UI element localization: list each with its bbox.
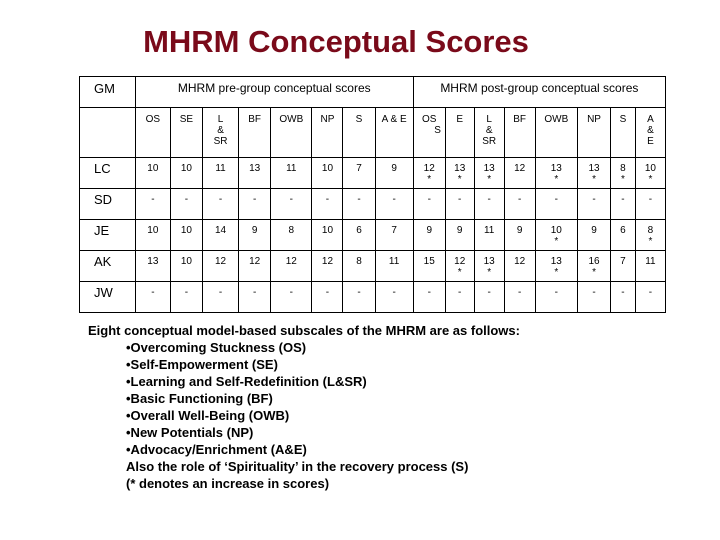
post-score-cell: - [445, 189, 474, 220]
pre-col-header: SE [170, 108, 202, 158]
post-score-cell: 9 [504, 220, 535, 251]
post-score-cell: - [611, 189, 636, 220]
pre-col-header: NP [312, 108, 343, 158]
pre-score-cell: 12 [271, 251, 312, 282]
pre-score-cell: - [135, 189, 170, 220]
pre-score-cell: 12 [239, 251, 271, 282]
post-score-cell: - [535, 189, 577, 220]
subscale-list-item: •Advocacy/Enrichment (A&E) [126, 442, 307, 457]
pre-score-cell: 6 [343, 220, 375, 251]
table-row [80, 282, 666, 313]
pre-score-cell: 10 [170, 220, 202, 251]
post-col-header: OWB [535, 108, 577, 158]
pre-col-header: OWB [271, 108, 312, 158]
notes-footnote: (* denotes an increase in scores) [126, 476, 330, 491]
post-score-cell: 8 * [611, 158, 636, 189]
subscale-list-item: •New Potentials (NP) [126, 425, 254, 440]
row-label: SD [80, 189, 136, 220]
pre-score-cell: 9 [375, 158, 413, 189]
table-row [80, 220, 666, 251]
pre-score-cell: - [312, 189, 343, 220]
pre-col-header: BF [239, 108, 271, 158]
pre-score-cell: 13 [135, 251, 170, 282]
post-score-cell: 11 [635, 251, 665, 282]
notes-intro: Eight conceptual model-based subscales of the MHRM are as follows: [88, 323, 520, 338]
pre-score-cell: 8 [271, 220, 312, 251]
subscale-list-item: •Learning and Self-Redefinition (L&SR) [126, 374, 367, 389]
post-score-cell: 13 * [474, 251, 504, 282]
post-col-header: NP [577, 108, 610, 158]
pre-score-cell: - [271, 189, 312, 220]
post-score-cell: - [474, 189, 504, 220]
pre-score-cell: 11 [202, 158, 238, 189]
table-row [80, 189, 666, 220]
pre-score-cell: - [375, 282, 413, 313]
blank-cell [80, 108, 136, 158]
notes-spirituality: Also the role of ‘Spirituality’ in the recovery process (S) [126, 459, 469, 474]
page-title: MHRM Conceptual Scores [143, 24, 529, 59]
row-label: JW [80, 282, 136, 313]
pre-score-cell: 10 [170, 158, 202, 189]
pre-score-cell: 10 [312, 158, 343, 189]
pre-col-header: S [343, 108, 375, 158]
pre-group-header: MHRM pre-group conceptual scores [135, 77, 413, 108]
post-score-cell: 13 * [535, 251, 577, 282]
pre-col-header: OS [135, 108, 170, 158]
pre-score-cell: - [343, 189, 375, 220]
post-score-cell: 12 * [445, 251, 474, 282]
subscale-list-item: •Self-Empowerment (SE) [126, 357, 278, 372]
post-col-header: E [445, 108, 474, 158]
post-score-cell: 13 * [474, 158, 504, 189]
post-score-cell: 12 * [413, 158, 445, 189]
row-label: AK [80, 251, 136, 282]
post-group-header: MHRM post-group conceptual scores [413, 77, 665, 108]
pre-score-cell: 8 [343, 251, 375, 282]
post-score-cell: 6 [611, 220, 636, 251]
pre-score-cell: 11 [375, 251, 413, 282]
post-score-cell: - [635, 189, 665, 220]
pre-score-cell: 10 [170, 251, 202, 282]
pre-score-cell: - [202, 282, 238, 313]
pre-score-cell: - [271, 282, 312, 313]
post-score-cell: 7 [611, 251, 636, 282]
scores-table [79, 76, 666, 313]
subscale-list-item: •Basic Functioning (BF) [126, 391, 273, 406]
post-score-cell: 15 [413, 251, 445, 282]
row-label: LC [80, 158, 136, 189]
post-score-cell: - [611, 282, 636, 313]
pre-score-cell: 11 [271, 158, 312, 189]
post-score-cell: 12 [504, 158, 535, 189]
post-score-cell: 11 [474, 220, 504, 251]
post-score-cell: - [474, 282, 504, 313]
row-label: JE [80, 220, 136, 251]
post-score-cell: - [504, 189, 535, 220]
post-score-cell: 16 * [577, 251, 610, 282]
pre-score-cell: - [170, 189, 202, 220]
post-score-cell: 8 * [635, 220, 665, 251]
post-score-cell: 13 * [577, 158, 610, 189]
post-score-cell: 13 * [445, 158, 474, 189]
post-col-header: A & E [635, 108, 665, 158]
post-score-cell: - [445, 282, 474, 313]
post-score-cell: - [413, 282, 445, 313]
post-score-cell: 13 * [535, 158, 577, 189]
pre-col-header: L & SR [202, 108, 238, 158]
post-score-cell: 12 [504, 251, 535, 282]
post-score-cell: - [504, 282, 535, 313]
post-score-cell: 10 * [535, 220, 577, 251]
notes-block [88, 322, 688, 492]
pre-score-cell: 10 [135, 220, 170, 251]
subscale-list-item: •Overall Well-Being (OWB) [126, 408, 290, 423]
pre-score-cell: 7 [343, 158, 375, 189]
post-score-cell: - [577, 282, 610, 313]
post-score-cell: - [413, 189, 445, 220]
gm-header: GM [80, 77, 136, 108]
subscale-list-item: •Overcoming Stuckness (OS) [126, 340, 307, 355]
pre-score-cell: 14 [202, 220, 238, 251]
post-score-cell: 9 [577, 220, 610, 251]
post-score-cell: 9 [413, 220, 445, 251]
pre-score-cell: 12 [202, 251, 238, 282]
pre-score-cell: - [312, 282, 343, 313]
post-col-header: OS S [413, 108, 445, 158]
post-score-cell: - [635, 282, 665, 313]
table-row [80, 251, 666, 282]
pre-score-cell: - [170, 282, 202, 313]
pre-score-cell: 13 [239, 158, 271, 189]
pre-score-cell: - [375, 189, 413, 220]
post-col-header: L & SR [474, 108, 504, 158]
pre-score-cell: - [239, 282, 271, 313]
post-score-cell: - [577, 189, 610, 220]
pre-score-cell: 10 [312, 220, 343, 251]
post-score-cell: - [535, 282, 577, 313]
pre-score-cell: - [343, 282, 375, 313]
pre-score-cell: 12 [312, 251, 343, 282]
pre-score-cell: 9 [239, 220, 271, 251]
pre-col-header: A & E [375, 108, 413, 158]
table-row [80, 158, 666, 189]
post-col-header: BF [504, 108, 535, 158]
pre-score-cell: 7 [375, 220, 413, 251]
post-col-header: S [611, 108, 636, 158]
post-score-cell: 9 [445, 220, 474, 251]
post-score-cell: 10 * [635, 158, 665, 189]
pre-score-cell: 10 [135, 158, 170, 189]
pre-score-cell: - [239, 189, 271, 220]
pre-score-cell: - [202, 189, 238, 220]
pre-score-cell: - [135, 282, 170, 313]
